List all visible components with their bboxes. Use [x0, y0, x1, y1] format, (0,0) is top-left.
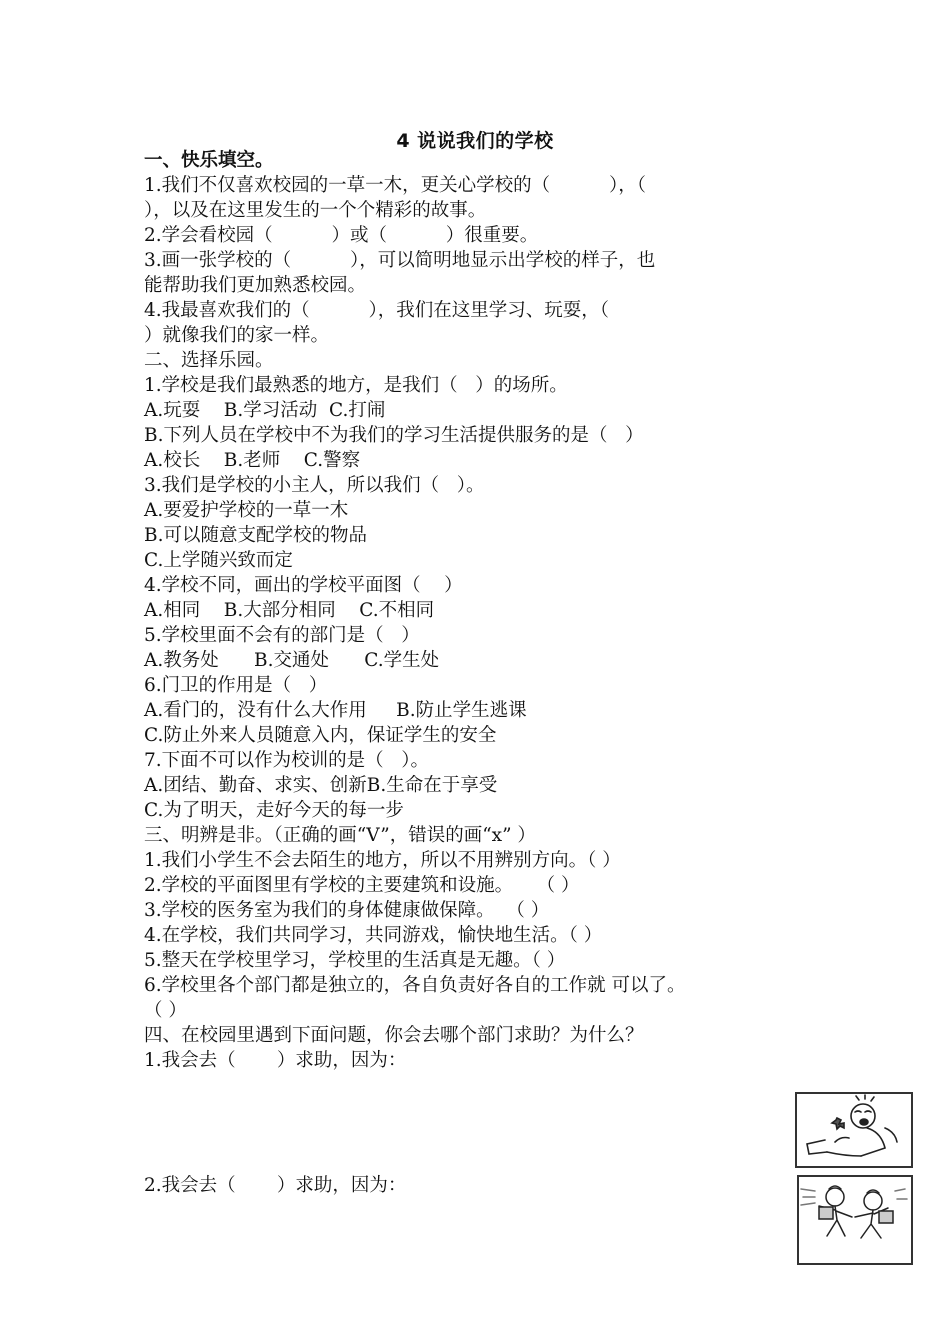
worksheet-content: [144, 148, 824, 1198]
section-2-heading: 二、选择乐园。: [144, 350, 274, 371]
injured-child-icon: [795, 1092, 913, 1168]
s1-line: ）就像我们的家一样。: [144, 325, 330, 346]
page-title: 4 说说我们的学校: [396, 130, 554, 152]
s2-line: 3.我们是学校的小主人，所以我们（ ）。: [144, 475, 485, 496]
s2-line: A.团结、勤奋、求实、创新B.生命在于享受: [144, 775, 498, 796]
s4-question-2: 2.我会去（ ）求助，因为：: [144, 1175, 407, 1196]
s2-line: 4.学校不同，画出的学校平面图（ ）: [144, 575, 463, 596]
s3-line: 2.学校的平面图里有学校的主要建筑和设施。 （ ）: [144, 875, 580, 896]
s2-line: 6.门卫的作用是（ ）: [144, 675, 328, 696]
s3-line: 4.在学校，我们共同学习，共同游戏，愉快地生活。（ ）: [144, 925, 603, 946]
answer-space: [144, 1073, 824, 1123]
s3-line: 6.学校里各个部门都是独立的，各自负责好各自的工作就 可以了。: [144, 975, 686, 996]
s2-line: C.上学随兴致而定: [144, 550, 293, 571]
s1-line: 3.画一张学校的（ ），可以简明地显示出学校的样子，也: [144, 250, 656, 271]
s2-line: A.校长 B.老师 C.警察: [144, 450, 361, 471]
s2-line: 7.下面不可以作为校训的是（ ）。: [144, 750, 430, 771]
s4-question-1: 1.我会去（ ）求助，因为：: [144, 1050, 407, 1071]
section-1-heading: 一、快乐填空。: [144, 150, 274, 171]
s2-line: 1.学校是我们最熟悉的地方，是我们（ ）的场所。: [144, 375, 568, 396]
s2-line: 5.学校里面不会有的部门是（ ）: [144, 625, 420, 646]
answer-space: [144, 1123, 824, 1173]
s2-line: A.看门的，没有什么大作用 B.防止学生逃课: [144, 700, 527, 721]
s3-line: 1.我们小学生不会去陌生的地方，所以不用辨别方向。（ ）: [144, 850, 621, 871]
s3-line: 5.整天在学校里学习，学校里的生活真是无趣。（ ）: [144, 950, 566, 971]
s1-line: 1.我们不仅喜欢校园的一草一木，更关心学校的（ ），（: [144, 175, 646, 196]
s2-line: C.为了明天，走好今天的每一步: [144, 800, 404, 821]
fighting-children-drawing: [799, 1177, 911, 1263]
s2-line: A.玩耍 B.学习活动 C.打闹: [144, 400, 386, 421]
s2-line: B.下列人员在学校中不为我们的学习生活提供服务的是（ ）: [144, 425, 644, 446]
section-3-heading: 三、明辨是非。（正确的画“V”，错误的画“x” ）: [144, 825, 536, 846]
s3-line: （ ）: [144, 1000, 187, 1021]
s3-line: 3.学校的医务室为我们的身体健康做保障。 （ ）: [144, 900, 550, 921]
section-4-heading: 四、在校园里遇到下面问题，你会去哪个部门求助？为什么？: [144, 1025, 644, 1046]
s2-line: A.要爱护学校的一草一木: [144, 500, 349, 521]
s1-line: 能帮助我们更加熟悉校园。: [144, 275, 367, 296]
s2-line: A.教务处 B.交通处 C.学生处: [144, 650, 440, 671]
fighting-children-icon: [797, 1175, 913, 1265]
s2-line: A.相同 B.大部分相同 C.不相同: [144, 600, 435, 621]
s1-line: 2.学会看校园（ ）或（ ）很重要。: [144, 225, 539, 246]
injured-child-drawing: [797, 1094, 911, 1166]
s2-line: B.可以随意支配学校的物品: [144, 525, 367, 546]
s2-line: C.防止外来人员随意入内，保证学生的安全: [144, 725, 497, 746]
s1-line: 4.我最喜欢我们的（ ），我们在这里学习、玩耍，（: [144, 300, 609, 321]
s1-line: ），以及在这里发生的一个个精彩的故事。: [144, 200, 487, 221]
